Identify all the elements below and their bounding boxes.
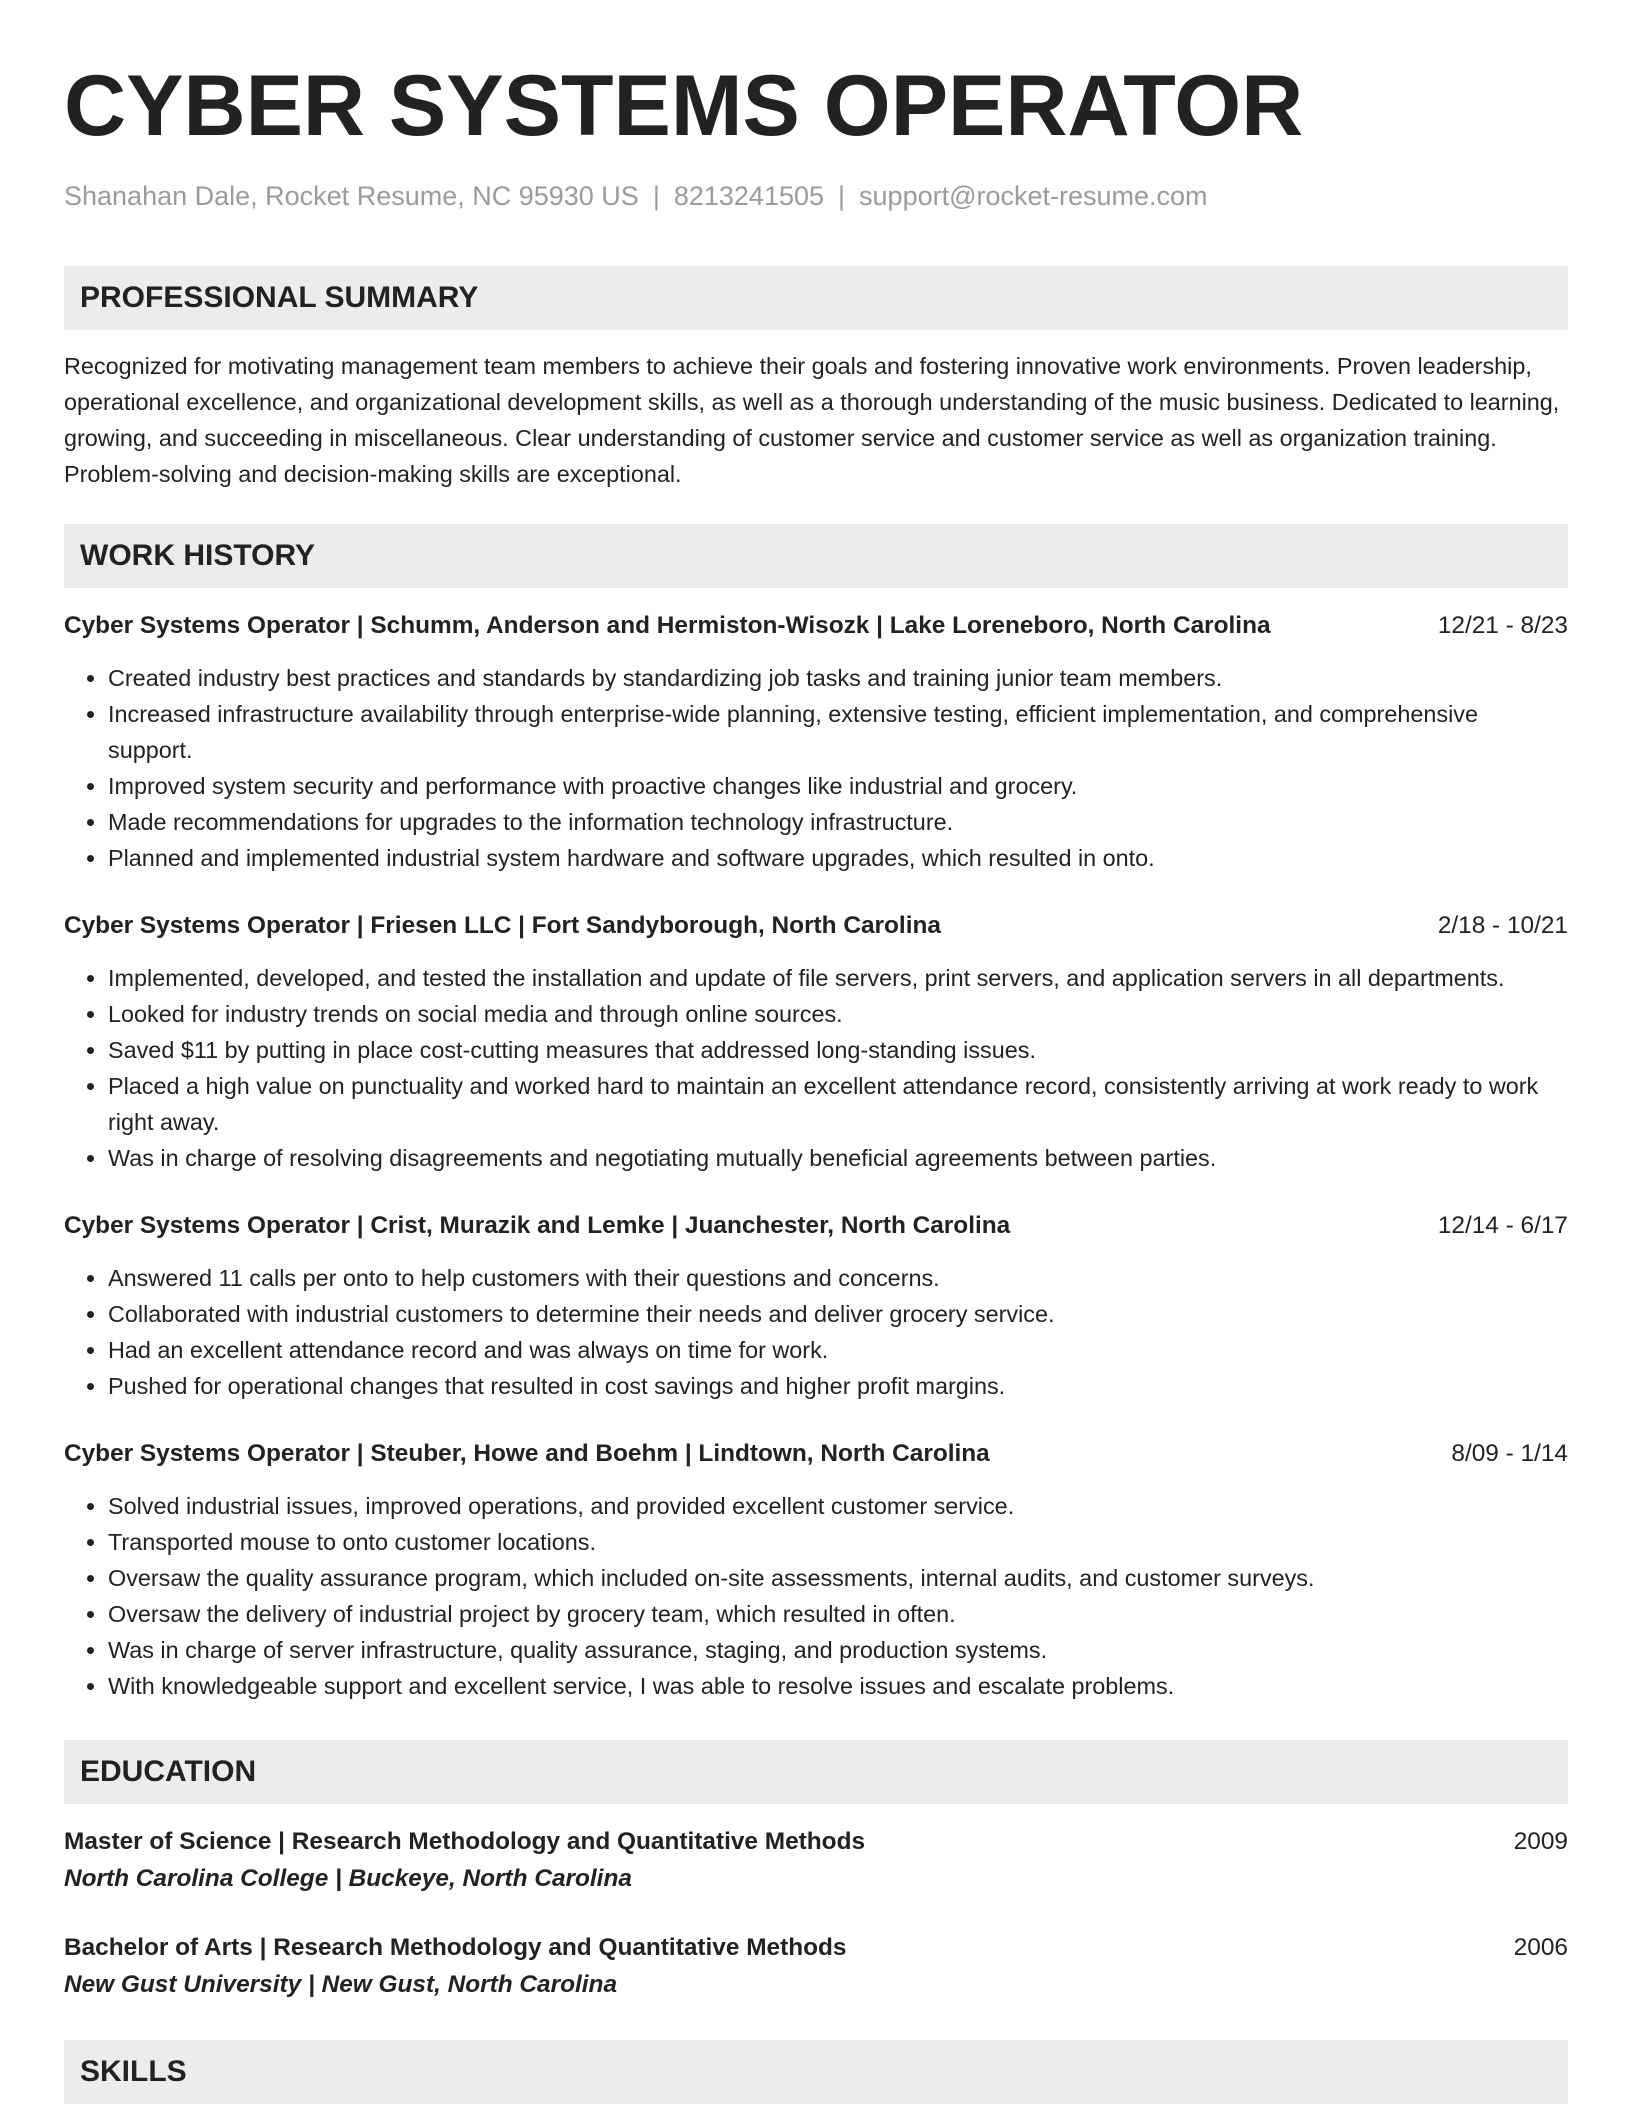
job-bullet: • Improved system security and performance with proactive changes like industrial and grocery. <box>108 768 1568 804</box>
job-bullet: • Increased infrastructure availability through enterprise-wide planning, extensive testing, efficient implementation, and comprehensive support. <box>108 696 1568 768</box>
job-dates: 2/18 - 10/21 <box>1437 912 1568 939</box>
summary-text: Recognized for motivating management team members to achieve their goals and fostering innovative work environments. Proven leadership, operational excellence, and organizational development skills, as well as a thorough understanding of the music business. Dedicated to learning, growing, and succeeding in miscellaneous. Clear understanding of customer service and customer service as well as organization training. Problem-solving and decision-making skills are exceptional. <box>64 353 1560 487</box>
job-bullet: • Saved $11 by putting in place cost-cutting measures that addressed long-standing issues. <box>108 1032 1568 1068</box>
job-bullet: • With knowledgeable support and excellent service, I was able to resolve issues and escalate problems. <box>108 1668 1568 1704</box>
contact-address: Shanahan Dale, Rocket Resume, NC 95930 US <box>64 181 639 211</box>
job-title: Cyber Systems Operator | Steuber, Howe and Boehm | Lindtown, North Carolina <box>64 1440 990 1467</box>
education-degree: Bachelor of Arts | Research Methodology and Quantitative Methods <box>64 1934 847 1961</box>
job-bullet-list <box>64 1260 1568 1404</box>
job-bullet: • Collaborated with industrial customers to determine their needs and deliver grocery service. <box>108 1296 1568 1332</box>
job-bullet: • Was in charge of resolving disagreements and negotiating mutually beneficial agreements between parties. <box>108 1140 1568 1176</box>
job-bullet: • Was in charge of server infrastructure, quality assurance, staging, and production systems. <box>108 1632 1568 1668</box>
job-bullet-list <box>64 960 1568 1176</box>
job-bullet: • Oversaw the delivery of industrial project by grocery team, which resulted in often. <box>108 1596 1568 1632</box>
job-bullet-list <box>64 1488 1568 1704</box>
job-header <box>64 1436 1568 1472</box>
section-header-work-history: WORK HISTORY <box>64 524 1568 588</box>
job-bullet-list <box>64 660 1568 876</box>
section-header-skills: SKILLS <box>64 2040 1568 2104</box>
resume-title: CYBER SYSTEMS OPERATOR <box>64 58 1304 154</box>
contact-phone: 8213241505 <box>673 181 825 211</box>
job-entry <box>64 908 1568 1176</box>
job-entry <box>64 608 1568 876</box>
job-entry <box>64 1436 1568 1704</box>
job-bullet: • Answered 11 calls per onto to help customers with their questions and concerns. <box>108 1260 1568 1296</box>
contact-separator: | <box>652 181 660 211</box>
job-bullet: • Implemented, developed, and tested the installation and update of file servers, print servers, and application servers in all departments. <box>108 960 1568 996</box>
education-header <box>64 1824 1568 1860</box>
job-dates: 8/09 - 1/14 <box>1451 1440 1568 1467</box>
job-bullet: • Looked for industry trends on social media and through online sources. <box>108 996 1568 1032</box>
job-bullet: • Placed a high value on punctuality and worked hard to maintain an excellent attendance record, consistently arriving at work ready to work right away. <box>108 1068 1568 1140</box>
section-header-education: EDUCATION <box>64 1740 1568 1804</box>
education-entry <box>64 1930 1568 2004</box>
education-school: North Carolina College | Buckeye, North Carolina <box>64 1865 632 1892</box>
job-bullet: • Had an excellent attendance record and was always on time for work. <box>108 1332 1568 1368</box>
education-year: 2009 <box>1513 1828 1568 1855</box>
job-entry <box>64 1208 1568 1404</box>
job-bullet: • Made recommendations for upgrades to the information technology infrastructure. <box>108 804 1568 840</box>
job-dates: 12/14 - 6/17 <box>1437 1212 1568 1239</box>
job-title: Cyber Systems Operator | Friesen LLC | Fort Sandyborough, North Carolina <box>64 912 941 939</box>
job-bullet: • Planned and implemented industrial system hardware and software upgrades, which resulted in onto. <box>108 840 1568 876</box>
contact-separator: | <box>838 181 846 211</box>
job-bullet: • Pushed for operational changes that resulted in cost savings and higher profit margins. <box>108 1368 1568 1404</box>
job-bullet: • Transported mouse to onto customer locations. <box>108 1524 1568 1560</box>
job-header <box>64 908 1568 944</box>
job-bullet: • Oversaw the quality assurance program, which included on-site assessments, internal audits, and customer surveys. <box>108 1560 1568 1596</box>
job-header <box>64 1208 1568 1244</box>
job-title: Cyber Systems Operator | Schumm, Anderson and Hermiston-Wisozk | Lake Loreneboro, North Carolina <box>64 612 1271 639</box>
job-dates: 12/21 - 8/23 <box>1437 612 1568 639</box>
job-bullet: • Solved industrial issues, improved operations, and provided excellent customer service. <box>108 1488 1568 1524</box>
contact-email: support@rocket-resume.com <box>859 181 1208 211</box>
job-title: Cyber Systems Operator | Crist, Murazik and Lemke | Juanchester, North Carolina <box>64 1212 1011 1239</box>
education-entry <box>64 1824 1568 1898</box>
contact-line <box>64 178 1568 214</box>
job-bullet: • Created industry best practices and standards by standardizing job tasks and training junior team members. <box>108 660 1568 696</box>
education-header <box>64 1930 1568 1966</box>
section-header-summary: PROFESSIONAL SUMMARY <box>64 266 1568 330</box>
job-header <box>64 608 1568 644</box>
education-degree: Master of Science | Research Methodology and Quantitative Methods <box>64 1828 866 1855</box>
education-school: New Gust University | New Gust, North Carolina <box>64 1971 618 1998</box>
education-year: 2006 <box>1513 1934 1568 1961</box>
